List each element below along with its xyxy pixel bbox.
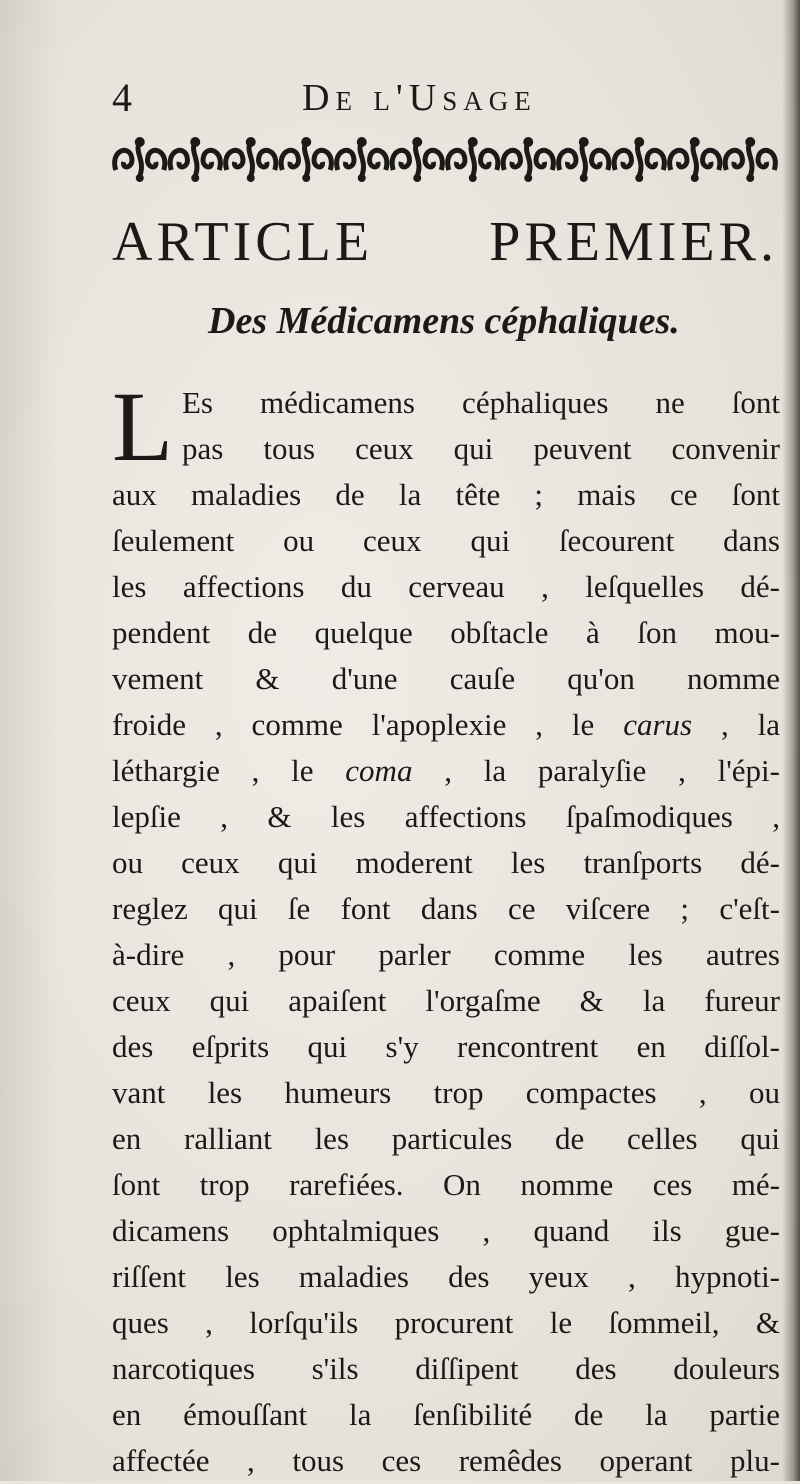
text-lines [112,371,781,1484]
text-line: ſeulement ou ceux qui ſecourent dans [112,523,780,558]
running-title: De l'Usage [302,77,537,119]
text-line: ou ceux qui moderent les tranſports dé- [112,845,780,880]
text-line-segment: , la paralyſie , l'épi- [412,753,780,788]
text-line: ques , lorſqu'ils procurent le ſommeil, & [112,1305,780,1340]
text-line: vement & d'une cauſe qu'on nomme [112,661,780,696]
text-line: à-dire , pour parler comme les autres [112,937,780,972]
text-line: les affections du cerveau , leſquelles dé- [112,569,780,604]
text-line: aux maladies de la tête ; mais ce ſont [112,477,780,512]
fleuron-unit [670,137,720,182]
text-line: vant les humeurs trop compactes , ou [112,1075,780,1110]
text-line [112,748,780,794]
fleuron-unit [392,137,442,182]
fleuron-unit [448,137,498,182]
fleuron-border-icon [112,130,778,190]
text-line: affectée , tous ces remêdes operant plu- [112,1443,780,1478]
article-heading: ARTICLE PREMIER. [112,211,778,273]
text-line: en émouſſant la ſenſibilité de la partie [112,1397,780,1432]
text-line: pas tous ceux qui peuvent convenir [182,431,780,466]
text-line: pendent de quelque obſtacle à ſon mou- [112,615,780,650]
page-gutter-shade [0,0,60,1481]
fleuron-unit [614,137,664,182]
running-header [112,72,772,122]
article-body [112,371,781,1484]
page-number: 4 [112,75,132,120]
text-line: des eſprits qui s'y rencontrent en diſſol- [112,1029,780,1064]
text-line-segment: léthargie , le [112,753,346,788]
italic-term: coma [345,753,413,788]
fleuron-unit [281,137,331,182]
text-line [112,702,780,748]
text-line: narcotiques s'ils diſſipent des douleurs [112,1351,780,1386]
article-subtitle: Des Médicamens céphaliques. [208,300,680,342]
fleuron-unit [115,137,165,182]
fleuron-unit [226,137,276,182]
text-line: lepſie , & les affections ſpaſmodiques , [112,799,780,834]
text-line: Es médicamens céphaliques ne ſont [182,385,780,420]
text-line: en ralliant les particules de celles qui [112,1121,780,1156]
fleuron-unit [170,137,220,182]
text-line: riſſent les maladies des yeux , hypnoti- [112,1259,780,1294]
text-line-segment: , la [692,707,781,742]
text-line: reglez qui ſe font dans ce viſcere ; c'eſt- [112,891,780,926]
text-line: ceux qui apaiſent l'orgaſme & la fureur [112,983,780,1018]
fleuron-unit [559,137,609,182]
page-edge-shadow [782,0,800,1481]
italic-term: carus [623,707,693,742]
fleuron-unit [503,137,553,182]
drop-cap: L [112,371,174,482]
fleuron-unit [725,137,775,182]
text-line: ſont trop rarefiées. On nomme ces mé- [112,1167,780,1202]
text-line-segment: froide , comme l'apoplexie , le [112,707,624,742]
fleuron-unit [337,137,387,182]
text-line: dicamens ophtalmiques , quand ils gue- [112,1213,780,1248]
